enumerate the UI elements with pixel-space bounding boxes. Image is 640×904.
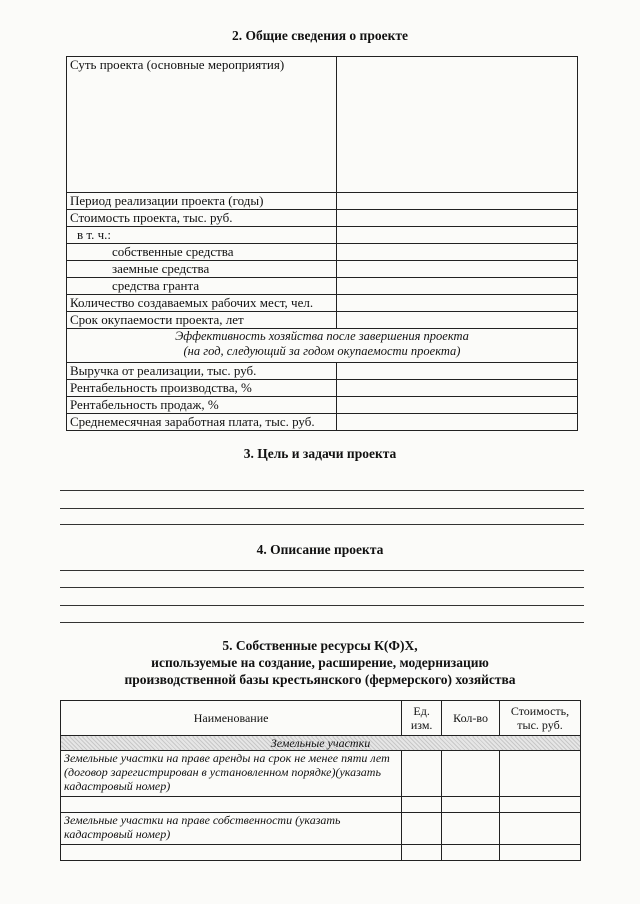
cell-cost[interactable] — [500, 751, 581, 797]
cell-unit[interactable] — [402, 845, 442, 861]
cell-cost[interactable] — [500, 845, 581, 861]
row-sales-profitability: Рентабельность продаж, % — [67, 397, 337, 414]
cell-value[interactable] — [336, 244, 577, 261]
cell-value[interactable] — [336, 193, 577, 210]
row-cost: Стоимость проекта, тыс. руб. — [67, 210, 337, 227]
cell-empty[interactable] — [61, 797, 402, 813]
section-5-title-2: используемые на создание, расширение, модернизацию — [151, 655, 489, 670]
row-grant-funds: средства гранта — [67, 278, 337, 295]
goal-line-3[interactable] — [60, 524, 584, 525]
item-land-owned: Земельные участки на праве собственности (указать кадастровый номер) — [61, 813, 402, 845]
row-salary: Среднемесячная заработная плата, тыс. руб. — [67, 414, 337, 431]
goal-line-2[interactable] — [60, 508, 584, 509]
cell-unit[interactable] — [402, 751, 442, 797]
cell-qty[interactable] — [442, 845, 500, 861]
section-5-title-3: производственной базы крестьянского (фермерского) хозяйства — [124, 672, 516, 687]
cell-value[interactable] — [336, 312, 577, 329]
cell-qty[interactable] — [442, 813, 500, 845]
item-land-lease: Земельные участки на праве аренды на срок не менее пяти лет (договор зарегистрирован в установленном порядке)(указать кадастровый номер) — [61, 751, 402, 797]
row-including: в т. ч.: — [67, 227, 337, 244]
col-qty-header: Кол-во — [442, 701, 500, 736]
section-5-title-1: 5. Собственные ресурсы К(Ф)Х, — [222, 638, 418, 653]
section-3-title: 3. Цель и задачи проекта — [243, 446, 397, 461]
desc-line-3[interactable] — [60, 605, 584, 606]
row-revenue: Выручка от реализации, тыс. руб. — [67, 363, 337, 380]
own-resources-table — [60, 700, 581, 861]
cell-value[interactable] — [336, 295, 577, 312]
efficiency-line-1: Эффективность хозяйства после завершения проекта — [175, 329, 469, 343]
cell-value[interactable] — [336, 363, 577, 380]
desc-line-2[interactable] — [60, 587, 584, 588]
cell-value[interactable] — [336, 261, 577, 278]
row-jobs: Количество создаваемых рабочих мест, чел. — [67, 295, 337, 312]
cell-cost[interactable] — [500, 813, 581, 845]
cell-cost[interactable] — [500, 797, 581, 813]
col-name-header: Наименование — [61, 701, 402, 736]
cell-qty[interactable] — [442, 797, 500, 813]
row-payback: Срок окупаемости проекта, лет — [67, 312, 337, 329]
section-4-title: 4. Описание проекта — [256, 542, 384, 557]
cell-empty[interactable] — [61, 845, 402, 861]
cell-value[interactable] — [336, 278, 577, 295]
cell-unit[interactable] — [402, 813, 442, 845]
cell-value[interactable] — [336, 57, 577, 193]
row-borrowed-funds: заемные средства — [67, 261, 337, 278]
efficiency-line-2: (на год, следующий за годом окупаемости проекта) — [183, 344, 461, 358]
desc-line-1[interactable] — [60, 570, 584, 571]
group-land-plots: Земельные участки — [61, 736, 581, 751]
cell-value[interactable] — [336, 210, 577, 227]
section-2-title: 2. Общие сведения о проекте — [231, 28, 408, 43]
cell-value[interactable] — [336, 414, 577, 431]
goal-line-1[interactable] — [60, 490, 584, 491]
row-period: Период реализации проекта (годы) — [67, 193, 337, 210]
general-info-table — [66, 56, 578, 431]
desc-line-4[interactable] — [60, 622, 584, 623]
row-prod-profitability: Рентабельность производства, % — [67, 380, 337, 397]
efficiency-header — [67, 329, 578, 363]
row-own-funds: собственные средства — [67, 244, 337, 261]
cell-unit[interactable] — [402, 797, 442, 813]
cell-qty[interactable] — [442, 751, 500, 797]
cell-value[interactable] — [336, 397, 577, 414]
cell-value[interactable] — [336, 380, 577, 397]
row-essence: Суть проекта (основные мероприятия) — [67, 57, 337, 193]
col-unit-header: Ед. изм. — [402, 701, 442, 736]
col-cost-header: Стоимость, тыс. руб. — [500, 701, 581, 736]
cell-value[interactable] — [336, 227, 577, 244]
